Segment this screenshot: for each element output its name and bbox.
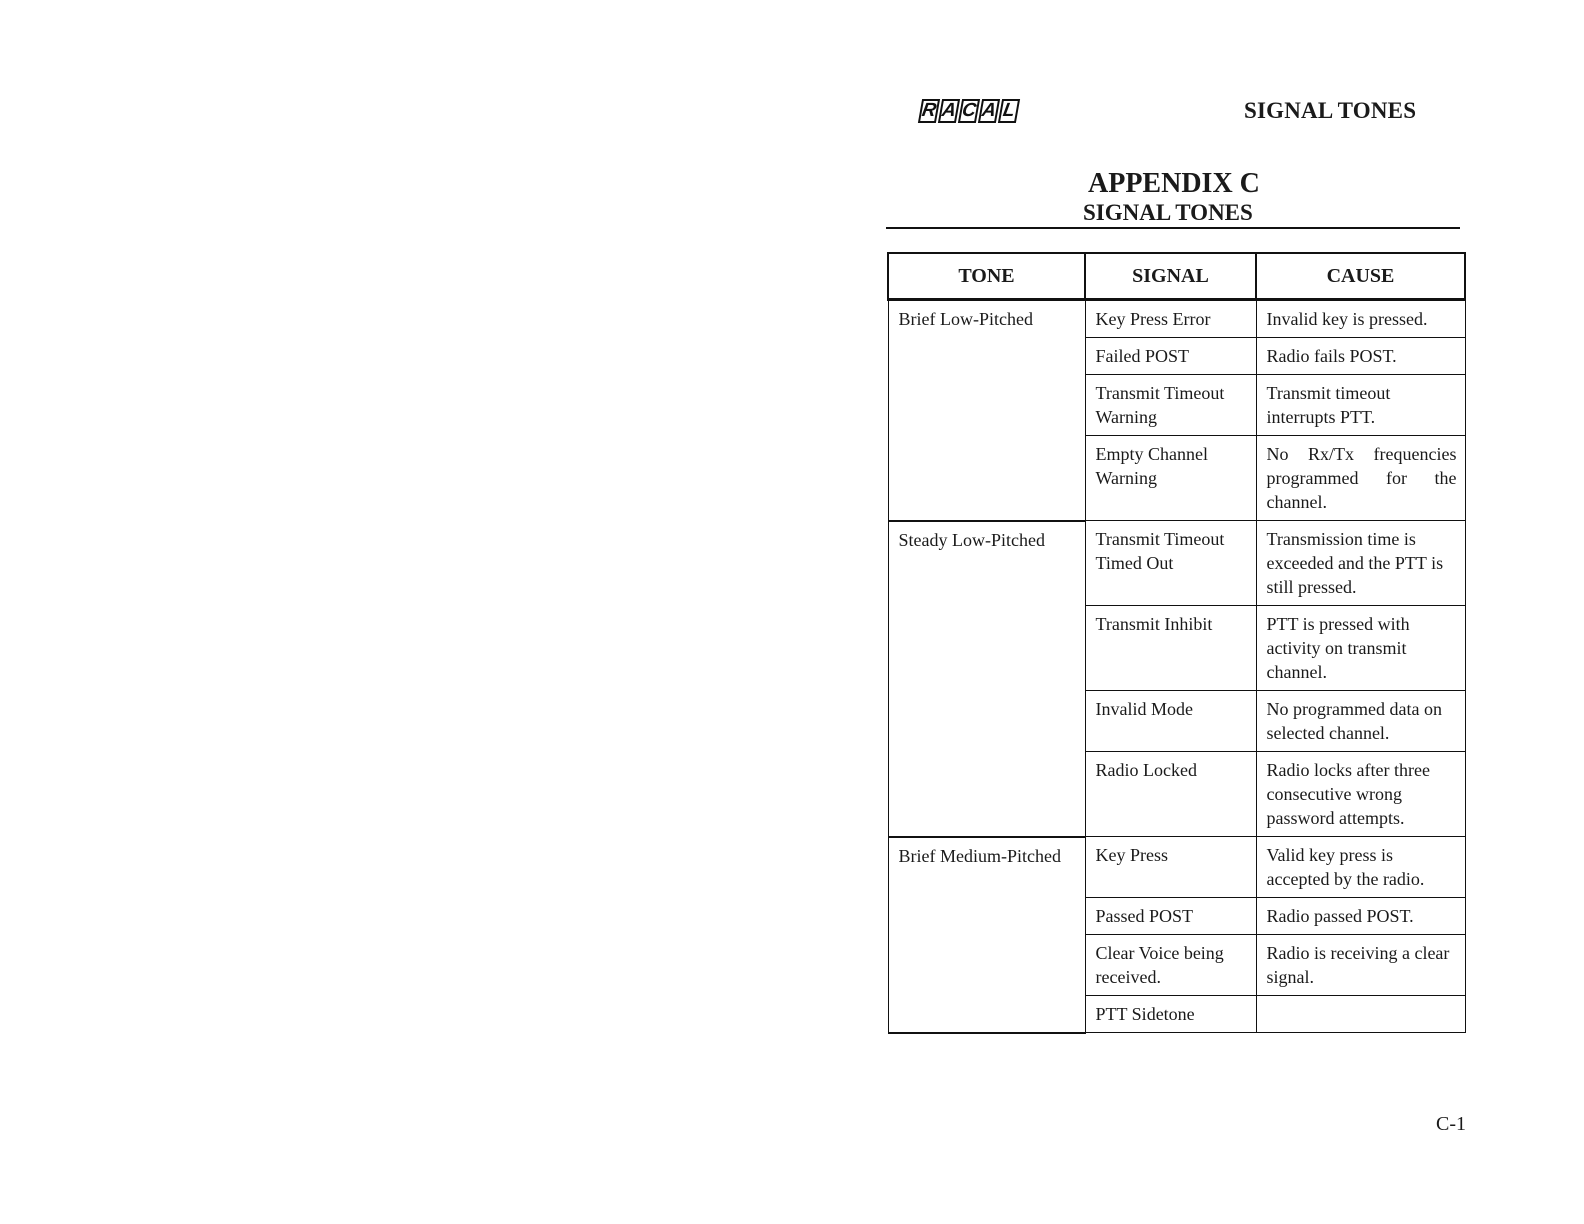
signal-cell: Transmit Timeout Timed Out: [1085, 521, 1256, 606]
signal-cell: PTT Sidetone: [1085, 996, 1256, 1033]
signal-cell: Empty Channel Warning: [1085, 436, 1256, 521]
signal-cell: Passed POST: [1085, 898, 1256, 935]
tone-cell: Brief Low-Pitched: [888, 300, 1085, 521]
running-header-title: SIGNAL TONES: [1244, 98, 1417, 123]
signal-cell: Failed POST: [1085, 338, 1256, 375]
cause-cell: Radio is receiving a clear signal.: [1256, 935, 1465, 996]
header-cause: CAUSE: [1256, 253, 1465, 300]
tone-cell: Brief Medium-Pitched: [888, 837, 1085, 1033]
title-rule: [886, 227, 1460, 229]
header-signal: SIGNAL: [1085, 253, 1256, 300]
cause-cell: Transmit timeout interrupts PTT.: [1256, 375, 1465, 436]
cause-cell: Transmission time is exceeded and the PTT is still pressed.: [1256, 521, 1465, 606]
logo-letter: A: [978, 99, 1000, 123]
cause-cell: No programmed data on selected channel.: [1256, 691, 1465, 752]
logo-letter: A: [938, 99, 960, 123]
logo-letter: C: [958, 99, 980, 123]
signal-cell: Key Press Error: [1085, 300, 1256, 338]
signal-cell: Invalid Mode: [1085, 691, 1256, 752]
appendix-subtitle: SIGNAL TONES: [1083, 200, 1253, 225]
signal-cell: Transmit Inhibit: [1085, 606, 1256, 691]
cause-cell: Radio locks after three consecutive wrong password attempts.: [1256, 752, 1465, 837]
cause-cell: [1256, 996, 1465, 1033]
table-row: [888, 300, 1465, 338]
cause-cell: Radio passed POST.: [1256, 898, 1465, 935]
header-tone: TONE: [888, 253, 1085, 300]
tone-cell: Steady Low-Pitched: [888, 521, 1085, 837]
cause-cell: No Rx/Tx frequencies programmed for the channel.: [1256, 436, 1465, 521]
table-header-row: [888, 253, 1465, 300]
cause-cell: Invalid key is pressed.: [1256, 300, 1465, 338]
logo-letter: R: [918, 99, 940, 123]
page-number: C-1: [1436, 1113, 1466, 1135]
cause-cell: Valid key press is accepted by the radio.: [1256, 837, 1465, 898]
logo-letter: L: [998, 99, 1020, 123]
cause-cell: PTT is pressed with activity on transmit channel.: [1256, 606, 1465, 691]
signal-cell: Transmit Timeout Warning: [1085, 375, 1256, 436]
signal-cell: Clear Voice being received.: [1085, 935, 1256, 996]
table-row: [888, 837, 1465, 898]
signal-tones-table: [887, 252, 1466, 1034]
racal-logo: [920, 99, 1018, 123]
signal-cell: Key Press: [1085, 837, 1256, 898]
cause-cell: Radio fails POST.: [1256, 338, 1465, 375]
signal-cell: Radio Locked: [1085, 752, 1256, 837]
table-row: [888, 521, 1465, 606]
appendix-title: APPENDIX C: [1088, 168, 1260, 199]
